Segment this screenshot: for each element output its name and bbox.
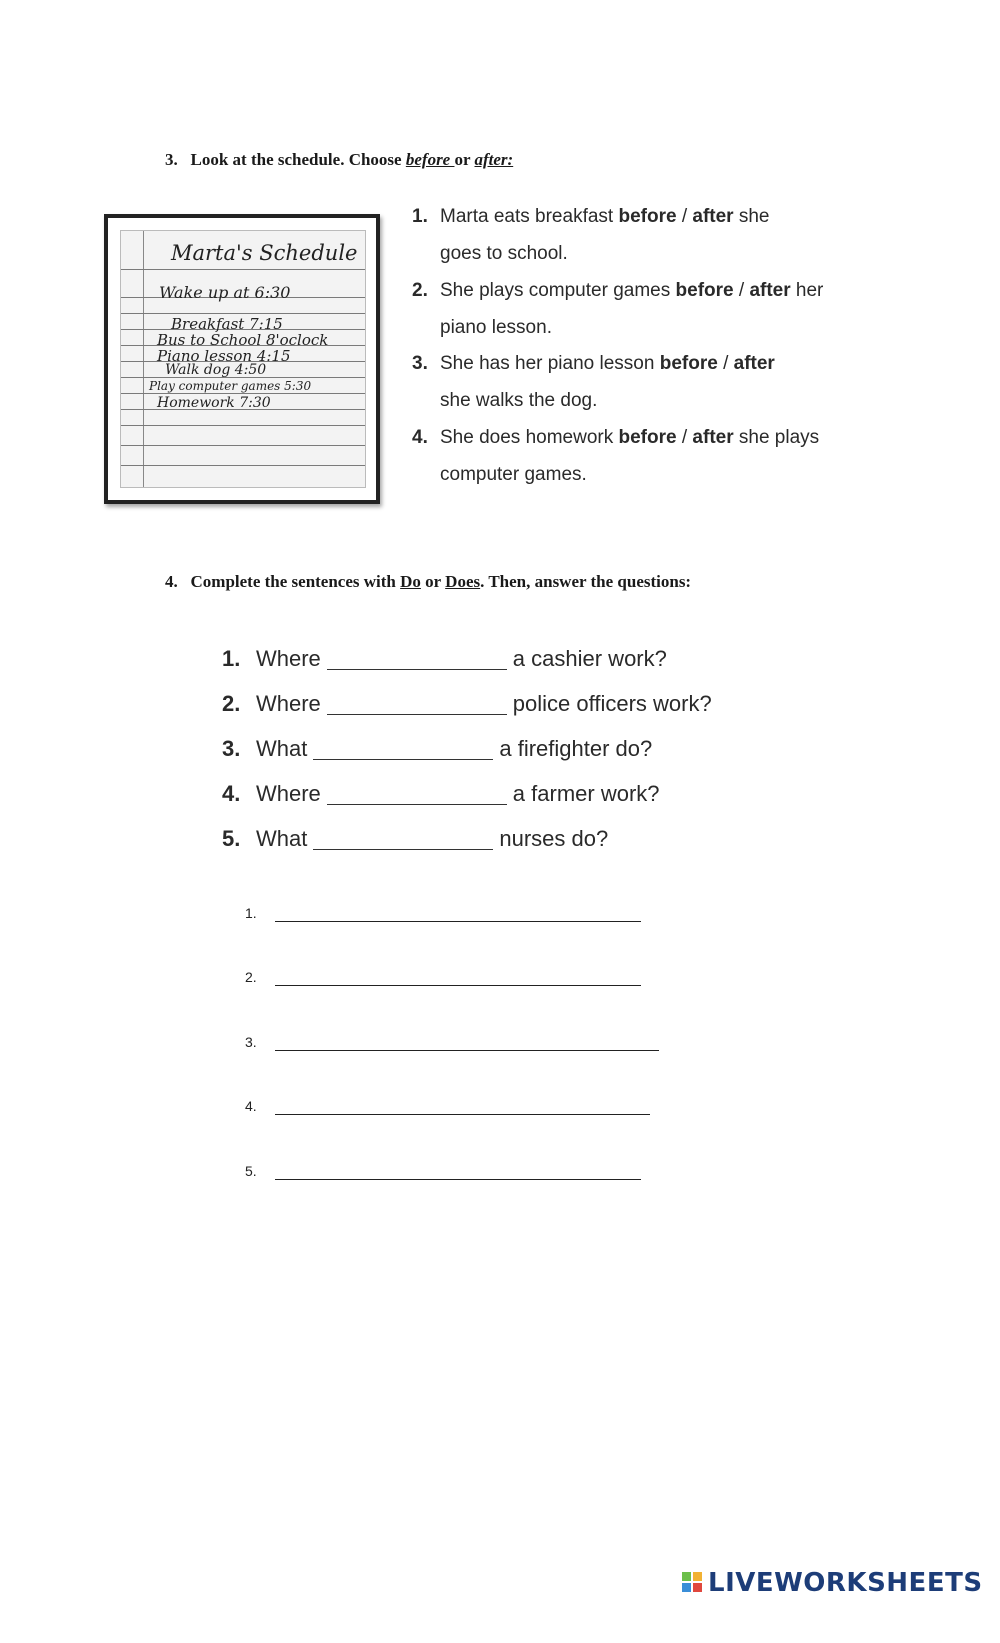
- choice-after[interactable]: after: [692, 427, 734, 448]
- blank-input[interactable]: [327, 669, 507, 670]
- question-2: 2. Where police officers work?: [222, 691, 712, 716]
- answer-label: 5.: [245, 1163, 257, 1179]
- choice-before[interactable]: before: [659, 353, 718, 374]
- blank-input[interactable]: [327, 714, 507, 715]
- answer-input[interactable]: [275, 1114, 650, 1115]
- answer-label: 4.: [245, 1098, 257, 1114]
- choice-before[interactable]: before: [618, 206, 677, 227]
- choice-before[interactable]: before: [675, 280, 734, 301]
- liveworksheets-logo: LIVEWORKSHEETS: [682, 1568, 983, 1598]
- answer-input[interactable]: [275, 1050, 659, 1051]
- question-4: 4. Where a farmer work?: [222, 781, 660, 806]
- sentence-1: 1. Marta eats breakfast before / after she: [412, 206, 770, 227]
- blank-input[interactable]: [327, 804, 507, 805]
- logo-icon: [682, 1572, 704, 1594]
- answer-label: 1.: [245, 905, 257, 921]
- sentence-3-cont: she walks the dog.: [440, 390, 598, 411]
- answer-input[interactable]: [275, 1179, 641, 1180]
- schedule-image: [104, 214, 380, 504]
- sentence-2-cont: piano lesson.: [440, 317, 552, 338]
- answer-input[interactable]: [275, 985, 641, 986]
- sentence-4: 4. She does homework before / after she plays: [412, 427, 820, 448]
- schedule-entry: Piano lesson 4:15: [157, 347, 291, 365]
- answer-input[interactable]: [275, 921, 641, 922]
- choice-after[interactable]: after: [733, 353, 775, 374]
- sentence-4-cont: computer games.: [440, 464, 587, 485]
- question-1: 1. Where a cashier work?: [222, 646, 667, 671]
- schedule-entry: Walk dog 4:50: [165, 362, 267, 378]
- sentence-2: 2. She plays computer games before / after her: [412, 280, 824, 301]
- answer-label: 3.: [245, 1034, 257, 1050]
- choice-after[interactable]: after: [749, 280, 791, 301]
- question-3: 3. What a firefighter do?: [222, 736, 653, 761]
- schedule-entry: Bus to School 8'oclock: [157, 331, 329, 349]
- choice-after[interactable]: after: [692, 206, 734, 227]
- section-4-heading: 4. Complete the sentences with Do or Does. Then, answer the questions:: [165, 572, 692, 591]
- schedule-entry: Breakfast 7:15: [171, 315, 283, 333]
- schedule-entry: Play computer games 5:30: [149, 379, 312, 393]
- schedule-entry: Homework 7:30: [157, 395, 271, 411]
- sentence-3: 3. She has her piano lesson before / after: [412, 353, 775, 374]
- section-3-heading: 3. Look at the schedule. Choose before or after:: [165, 150, 514, 169]
- choice-before[interactable]: before: [618, 427, 677, 448]
- blank-input[interactable]: [313, 759, 493, 760]
- answer-label: 2.: [245, 969, 257, 985]
- sentence-1-cont: goes to school.: [440, 243, 568, 264]
- schedule-entry: Wake up at 6:30: [159, 283, 291, 302]
- schedule-paper: [120, 230, 366, 488]
- schedule-title: Marta's Schedule: [171, 241, 358, 265]
- blank-input[interactable]: [313, 849, 493, 850]
- question-5: 5. What nurses do?: [222, 826, 609, 851]
